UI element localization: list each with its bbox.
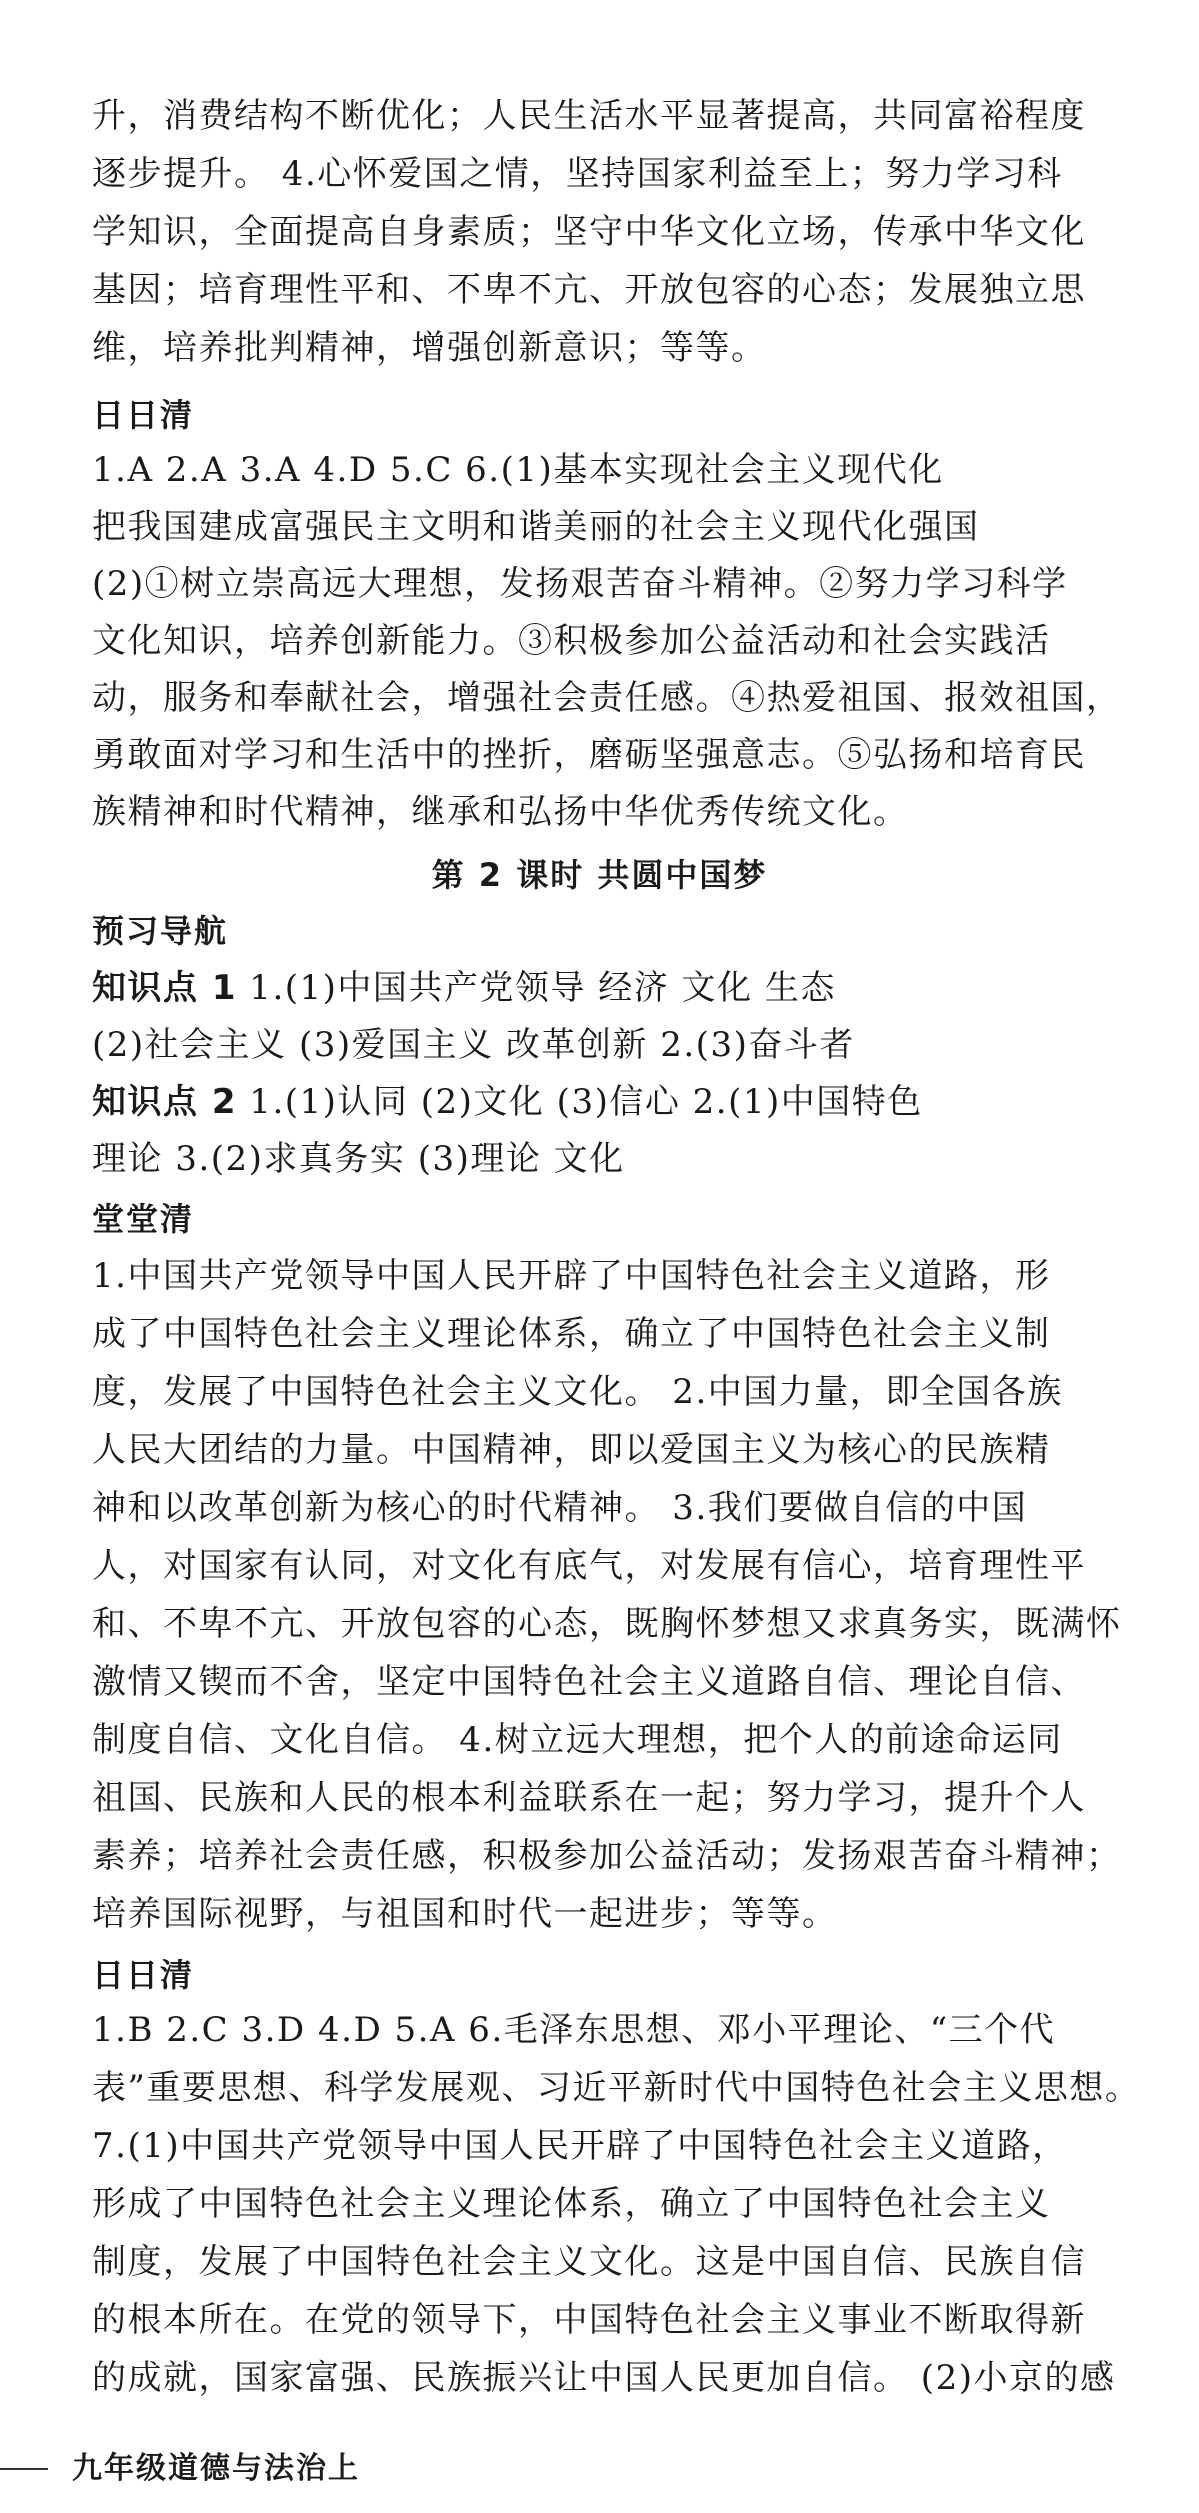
text-line: 成了中国特色社会主义理论体系，确立了中国特色社会主义制 xyxy=(92,1314,1051,1354)
text-line: 表”重要思想、科学发展观、习近平新时代中国特色社会主义思想。 xyxy=(92,2068,1141,2108)
text-line: 素养；培养社会责任感，积极参加公益活动；发扬艰苦奋斗精神； xyxy=(92,1836,1122,1876)
text-line: 文化知识，培养创新能力。③积极参加公益活动和社会实践活 xyxy=(92,621,1051,661)
lesson-title: 第 2 课时 共圆中国梦 xyxy=(431,856,768,894)
text-line: 学知识，全面提高自身素质；坚守中华文化立场，传承中华文化 xyxy=(92,212,1086,252)
knowledge-point-1-text: 1.(1)中国共产党领导 经济 文化 生态 xyxy=(237,968,836,1008)
text-line: 的成就，国家富强、民族振兴让中国人民更加自信。 (2)小京的感 xyxy=(92,2358,1116,2398)
text-line: 逐步提升。 4.心怀爱国之情，坚持国家利益至上；努力学习科 xyxy=(92,154,1063,194)
text-line: 的根本所在。在党的领导下，中国特色社会主义事业不断取得新 xyxy=(92,2300,1086,2340)
text-line: 制度，发展了中国特色社会主义文化。这是中国自信、民族自信 xyxy=(92,2242,1086,2282)
answer-line: 1.B 2.C 3.D 4.D 5.A 6.毛泽东思想、邓小平理论、“三个代 xyxy=(92,2010,1056,2050)
text-line: (2)①树立崇高远大理想，发扬艰苦奋斗精神。②努力学习科学 xyxy=(92,564,1068,604)
text-line: 维，培养批判精神，增强创新意识；等等。 xyxy=(92,328,767,368)
text-line: 基因；培育理性平和、不卑不亢、开放包容的心态；发展独立思 xyxy=(92,270,1086,310)
section-heading-tangtang: 堂堂清 xyxy=(92,1200,195,1238)
knowledge-point-1-label: 知识点 1 xyxy=(92,968,237,1008)
section-heading-riri: 日日清 xyxy=(92,1956,195,1994)
text-line: 动，服务和奉献社会，增强社会责任感。④热爱祖国、报效祖国， xyxy=(92,678,1122,718)
knowledge-point-1-line-2: (2)社会主义 (3)爱国主义 改革创新 2.(3)奋斗者 xyxy=(92,1025,855,1065)
knowledge-point-1-line-1 xyxy=(92,964,1112,1012)
text-line: 7.(1)中国共产党领导中国人民开辟了中国特色社会主义道路， xyxy=(92,2126,1068,2166)
footer-rule xyxy=(0,2468,48,2470)
text-line: 族精神和时代精神，继承和弘扬中华优秀传统文化。 xyxy=(92,792,909,832)
knowledge-point-2-line-2: 理论 3.(2)求真务实 (3)理论 文化 xyxy=(92,1139,625,1179)
text-line: 激情又锲而不舍，坚定中国特色社会主义道路自信、理论自信、 xyxy=(92,1662,1086,1702)
text-line: 度，发展了中国特色社会主义文化。 2.中国力量，即全国各族 xyxy=(92,1372,1063,1412)
text-line: 升，消费结构不断优化；人民生活水平显著提高，共同富裕程度 xyxy=(92,96,1086,136)
knowledge-point-2-label: 知识点 2 xyxy=(92,1082,237,1122)
text-line: 神和以改革创新为核心的时代精神。 3.我们要做自信的中国 xyxy=(92,1488,1028,1528)
text-line: 祖国、民族和人民的根本利益联系在一起；努力学习，提升个人 xyxy=(92,1778,1086,1818)
text-line: 人，对国家有认同，对文化有底气，对发展有信心，培育理性平 xyxy=(92,1546,1086,1586)
text-line: 形成了中国特色社会主义理论体系，确立了中国特色社会主义 xyxy=(92,2184,1051,2224)
footer-book-title: 九年级道德与法治上 xyxy=(72,2451,360,2486)
text-line: 勇敢面对学习和生活中的挫折，磨砺坚强意志。⑤弘扬和培育民 xyxy=(92,735,1086,775)
section-heading-riri: 日日清 xyxy=(92,396,195,434)
text-line: 和、不卑不亢、开放包容的心态，既胸怀梦想又求真务实，既满怀 xyxy=(92,1604,1122,1644)
answer-line: 1.A 2.A 3.A 4.D 5.C 6.(1)基本实现社会主义现代化 xyxy=(92,450,944,490)
text-line: 把我国建成富强民主文明和谐美丽的社会主义现代化强国 xyxy=(92,507,980,547)
knowledge-point-2-text: 1.(1)认同 (2)文化 (3)信心 2.(1)中国特色 xyxy=(237,1082,923,1122)
text-line: 制度自信、文化自信。 4.树立远大理想，把个人的前途命运同 xyxy=(92,1720,1063,1760)
text-line: 人民大团结的力量。中国精神，即以爱国主义为核心的民族精 xyxy=(92,1430,1051,1470)
text-line: 培养国际视野，与祖国和时代一起进步；等等。 xyxy=(92,1894,838,1934)
text-line: 1.中国共产党领导中国人民开辟了中国特色社会主义道路，形 xyxy=(92,1256,1051,1296)
knowledge-point-2-line-1 xyxy=(92,1078,1112,1126)
section-heading-yuxi: 预习导航 xyxy=(92,912,229,950)
